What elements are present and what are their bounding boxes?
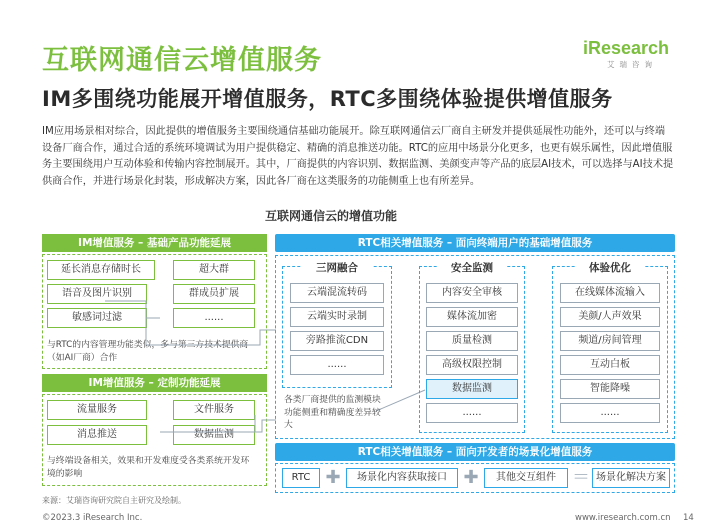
im-custom-cell: 流量服务: [47, 400, 147, 420]
connector-line: [160, 420, 276, 432]
page-number: 14: [683, 513, 694, 523]
rtc-basic-panel: [275, 234, 675, 439]
im-basic-cell: 敏感词过滤: [47, 308, 147, 328]
connector-line: [146, 318, 276, 345]
im-basic-cell: 群成员扩展: [173, 284, 255, 304]
im-basic-note: 与RTC的内容管理功能类似，多与第三方技术提供商（如AI厂商）合作: [47, 340, 249, 363]
rtc-item: 美颜/人声效果: [560, 307, 660, 327]
im-basic-cell: ......: [173, 308, 255, 328]
rtc-item: 云端实时录制: [290, 307, 384, 327]
rtc-item: 云端混流转码: [290, 283, 384, 303]
im-custom-header: IM增值服务 – 定制功能延展: [42, 374, 267, 392]
plus-icon: ✚: [463, 467, 479, 488]
im-basic-cell: 延长消息存储时长: [47, 260, 155, 280]
rtc-item: 高级权限控制: [426, 355, 518, 375]
rtc-column-title: 体验优化: [575, 260, 645, 275]
page-subtitle: IM多围绕功能展开增值服务，RTC多围绕体验提供增值服务: [42, 87, 613, 111]
rtc-basic-header: RTC相关增值服务 – 面向终端用户的基础增值服务: [275, 234, 675, 252]
rtc-scene-header: RTC相关增值服务 – 面向开发者的场景化增值服务: [275, 443, 675, 461]
page-title: 互联网通信云增值服务: [42, 45, 322, 76]
im-custom-cell: 数据监测: [173, 425, 255, 445]
logo-wordmark: iResearch: [583, 38, 670, 58]
rtc-column-title: 安全监测: [437, 260, 507, 275]
rtc-scene-panel: [275, 443, 675, 493]
im-basic-cell: 超大群: [173, 260, 255, 280]
logo-subtitle: 艾瑞咨询: [607, 60, 657, 69]
rtc-item: 频道/房间管理: [560, 331, 660, 351]
rtc-column-title: 三网融合: [302, 260, 372, 275]
rtc-item: ......: [290, 355, 384, 375]
rtc-item-highlighted: 数据监测: [426, 379, 518, 399]
rtc-scene-item: RTC: [282, 468, 320, 488]
im-basic-cell: 语音及图片识别: [47, 284, 147, 304]
rtc-scene-item: 场景化解决方案: [592, 468, 670, 488]
rtc-monitor-note: 各类厂商提供的监测模块功能侧重和精确度差异较大: [284, 395, 381, 430]
footer-url: www.iresearch.com.cn: [575, 513, 671, 523]
connector-line: [105, 301, 146, 318]
rtc-item: 质量检测: [426, 331, 518, 351]
intro-paragraph: IM应用场景相对综合，因此提供的增值服务主要围绕通信基础功能展开。除互联网通信云厂商自主研发并提供延展性功能外，还可以与终端设备厂商合作，通过合适的系统环境调试为用户提供稳定、精确的消息推送功能。RTC的应用中场景分化更多，也更有娱乐属性，因此增值服务主要围绕用户互动体验和传输内容控制展开。其中，厂商提供的内容识别、数据监测、美颜变声等产品的底层AI技术，可以选择与AI技术提供商合作，并进行场景化封装，形成解决方案，因此各厂商在这类服务的功能侧重上也有所差异。: [42, 126, 674, 187]
rtc-item: 媒体流加密: [426, 307, 518, 327]
im-basic-header: IM增值服务 – 基础产品功能延展: [42, 234, 267, 252]
source-note: 来源：艾瑞咨询研究院自主研究及绘制。: [42, 496, 186, 505]
rtc-item: ......: [560, 403, 660, 423]
im-custom-cell: 文件服务: [173, 400, 255, 420]
copyright: ©2023.3 iResearch Inc.: [42, 513, 143, 523]
rtc-basic-body: [275, 255, 675, 439]
rtc-item: 在线媒体流输入: [560, 283, 660, 303]
diagram-title: 互联网通信云的增值功能: [265, 209, 398, 223]
rtc-item: 互动白板: [560, 355, 660, 375]
rtc-scene-item: 其他交互组件: [484, 468, 568, 488]
rtc-item: 内容安全审核: [426, 283, 518, 303]
rtc-item: 旁路推流CDN: [290, 331, 384, 351]
plus-icon: ✚: [325, 467, 341, 488]
equals-icon: ＝: [572, 467, 590, 488]
im-custom-cell: 消息推送: [47, 425, 147, 445]
im-custom-note: 与终端设备相关，效果和开发难度受各类系统开发环境的影响: [47, 456, 250, 479]
rtc-scene-body: [275, 463, 675, 493]
rtc-scene-item: 场景化内容获取接口: [346, 468, 458, 488]
rtc-item: ......: [426, 403, 518, 423]
rtc-item: 智能降噪: [560, 379, 660, 399]
